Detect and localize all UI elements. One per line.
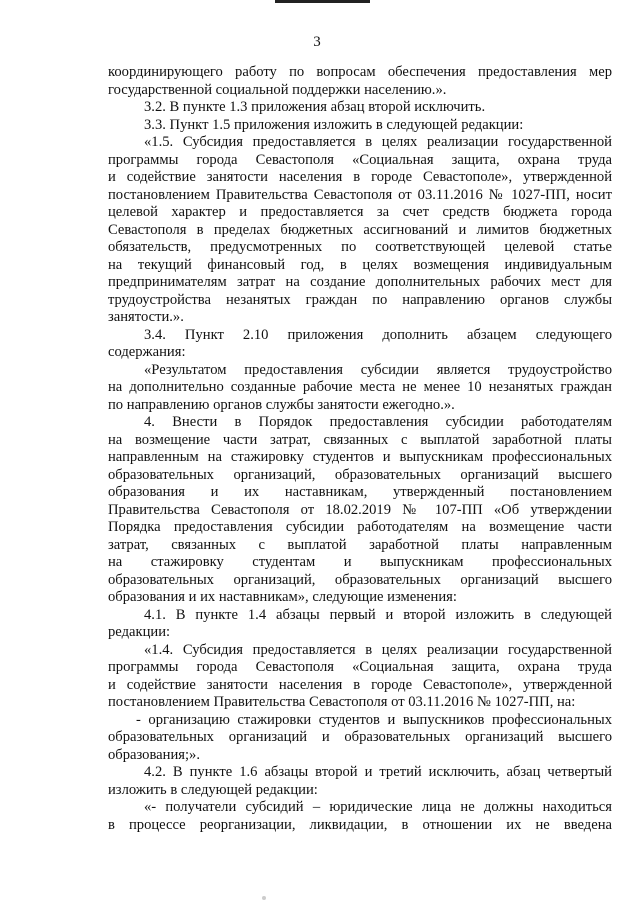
text-line: образования;». <box>108 746 200 763</box>
text-line: 3.3. Пункт 1.5 приложения изложить в следующей редакции: <box>144 116 524 133</box>
text-line: 4.2. В пункте 1.6 абзацы второй и третий исключить, абзац четвертый <box>144 764 612 780</box>
text-line: государственной социальной поддержки населению.». <box>108 81 447 98</box>
text-line: по направлению органов службы занятости ежегодно.». <box>108 396 455 413</box>
text-line: на стажировку студентам и выпускникам профессиональных <box>108 554 612 570</box>
text-line: образовательных организаций, образовательных организаций высшего <box>108 571 612 588</box>
text-line: на текущий финансовый год, в целях возмещения индивидуальным <box>108 256 612 273</box>
text-line: координирующего работу по вопросам обеспечения предоставления мер <box>108 64 612 80</box>
text-line: образования и их наставникам», следующие изменения: <box>108 589 457 605</box>
text-line: Севастополя в пределах бюджетных ассигнований и лимитов бюджетных <box>108 221 612 238</box>
text-line: образовательных организаций, образовательных организаций высшего <box>108 466 612 483</box>
text-line: Правительства Севастополя от 18.02.2019 № 107-ПП «Об утверждении <box>108 501 612 518</box>
scan-speck <box>262 896 266 900</box>
text-line: обязательств, предусмотренных по соответствующей целевой статье <box>108 239 612 255</box>
text-line: 3.4. Пункт 2.10 приложения дополнить абзацем следующего <box>144 326 612 343</box>
text-line: Порядка предоставления субсидии работодателям на возмещение части <box>108 519 612 535</box>
text-line: в процессе реорганизации, ликвидации, в отношении их не введена <box>108 816 612 833</box>
text-line: трудоустройства незанятых граждан по направлению органов службы <box>108 291 612 308</box>
text-line: содержания: <box>108 344 186 360</box>
text-line: целевой характер и предоставляется за счет средств бюджета города <box>108 204 612 220</box>
text-line: «- получатели субсидий – юридические лица не должны находиться <box>144 799 612 815</box>
text-line: редакции: <box>108 624 171 640</box>
text-line: - организацию стажировки студентов и выпускников профессиональных <box>136 711 612 728</box>
text-line: 4. Внести в Порядок предоставления субсидии работодателям <box>144 414 612 430</box>
text-line: «1.4. Субсидия предоставляется в целях реализации государственной <box>144 641 612 658</box>
text-line: на возмещение части затрат, связанных с выплатой заработной платы <box>108 431 612 448</box>
text-line: программы города Севастополя «Социальная защита, охрана труда <box>108 151 612 168</box>
text-line: и содействие занятости населения в городе Севастополе», утвержденной <box>108 676 612 693</box>
text-line: предпринимателям затрат на создание дополнительных рабочих мест для <box>108 274 612 290</box>
document-body <box>108 64 612 834</box>
text-line: 3.2. В пункте 1.3 приложения абзац второй исключить. <box>144 99 486 115</box>
text-line: на дополнительно созданные рабочие места не менее 10 незанятых граждан <box>108 379 612 395</box>
text-line: изложить в следующей редакции: <box>108 781 318 798</box>
text-line: направленным на стажировку студентов и выпускникам профессиональных <box>108 449 612 465</box>
text-line: и содействие занятости населения в городе Севастополе», утвержденной <box>108 169 612 185</box>
top-edge-mark <box>275 0 370 3</box>
text-line: постановлением Правительства Севастополя от 03.11.2016 № 1027-ПП, на: <box>108 694 576 710</box>
page-number: 3 <box>313 34 321 50</box>
text-line: образования и их наставникам, утвержденный постановлением <box>108 484 612 500</box>
text-line: «1.5. Субсидия предоставляется в целях реализации государственной <box>144 134 612 150</box>
text-line: образовательных организаций и образовательных организаций высшего <box>108 729 612 745</box>
text-line: программы города Севастополя «Социальная защита, охрана труда <box>108 659 612 675</box>
text-line: занятости.». <box>108 309 184 325</box>
text-line: 4.1. В пункте 1.4 абзацы первый и второй изложить в следующей <box>144 606 612 623</box>
text-line: постановлением Правительства Севастополя от 03.11.2016 № 1027-ПП, носит <box>108 186 612 203</box>
text-line: «Результатом предоставления субсидии является трудоустройство <box>144 361 612 378</box>
text-line: затрат, связанных с выплатой заработной платы направленным <box>108 536 612 553</box>
